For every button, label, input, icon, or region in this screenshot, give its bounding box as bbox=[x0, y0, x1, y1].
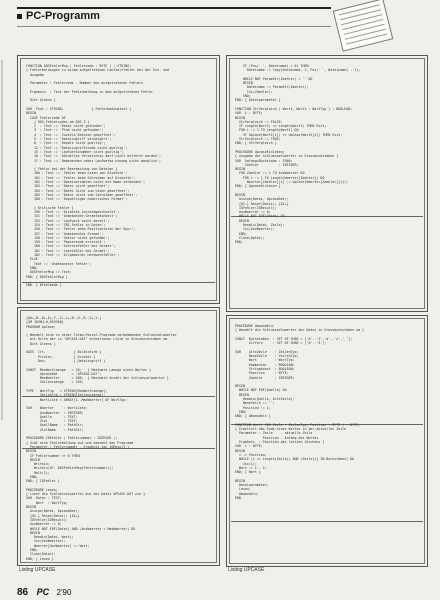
code-line: Umwandeln; bbox=[235, 491, 259, 496]
magazine-name: PC bbox=[36, 587, 50, 597]
code-line: Text := 'Unbekannter Fehler'; bbox=[26, 261, 92, 266]
code-line: Dateiname := Copy(Dateiname, 1, Pos(' ', Dateiname) - 1); bbox=[235, 68, 361, 73]
code-line: IF Fehlernummer <> 0 THEN bbox=[26, 453, 80, 458]
code-line: BEGIN bbox=[235, 392, 249, 397]
page-number: 86 bbox=[17, 587, 29, 598]
code-line: FUNCTION DOSFehlerMsg ( Fehlercode : BYTE ) : STRING; bbox=[26, 64, 132, 68]
code-line: Kommentar : BOOLEAN; bbox=[235, 362, 295, 367]
code-line: Assign(Datei, UpcaseDat); bbox=[26, 509, 80, 514]
code-line: FOR Zaehler := 1 TO AnzWoerter DO bbox=[235, 171, 305, 176]
code-line: BEGIN bbox=[235, 115, 245, 120]
code-line: 160 : Text := 'Schreibfehler bei Geraet'; bbox=[26, 244, 116, 249]
listing-frame-right-top bbox=[226, 55, 428, 312]
code-line: 104 : Text := 'Datei nicht zum Lesen geoeffnet'; bbox=[26, 188, 130, 193]
code-line: 151 : Text := 'Unbekannte Geraeteeinheit'; bbox=[26, 214, 118, 219]
page-footer bbox=[17, 582, 71, 600]
code-line: 154 : Text := 'CRC-Fehler in Daten'; bbox=[26, 222, 106, 227]
code-line: Woerter[Zaehler][i] := UpCase(Woerter[Zaehler][i]); bbox=[235, 180, 349, 185]
code-line: FOR i := 1 TO Length(Wort1) DO bbox=[235, 128, 299, 133]
code-line: NeueZeile : ZeilenTyp; bbox=[235, 354, 299, 359]
code-line: 105 : Text := 'Datei nicht zum Schreiben geoeffnet'; bbox=[26, 192, 138, 197]
code-line: IF (Pos(' ', Dateiname) > 0) THEN bbox=[235, 64, 309, 68]
code-line: { Ausgabe der Schluesselwoerter in Grossbuchstaben } bbox=[235, 154, 339, 159]
code-line: IF UpCase(Wort1[i]) <> UpCase(Wort2[i]) THEN Exit; bbox=[235, 132, 343, 137]
code-line: END; bbox=[235, 409, 247, 414]
code-line: WortListe = ARRAY[1..MaxWoerter] OF WortTyp; bbox=[26, 397, 128, 402]
code-line: 6 : Text := 'Handle nicht gueltig'; bbox=[26, 141, 106, 146]
code-line: ZeilenTyp = STRING[ZeilenLaenge]; bbox=[26, 393, 106, 398]
code-line: 158 : Text := 'Sektor nicht gefunden'; bbox=[26, 235, 110, 240]
code-line: ReadLn(Quelle, AlteZeile); bbox=[235, 397, 295, 402]
code-line: Parameter : Fehlercode - Nummer des aufgetretenen Fehlers bbox=[26, 81, 144, 86]
code-line: Zaehler : INTEGER; bbox=[235, 375, 295, 380]
code-line: Inc(i); bbox=[235, 461, 257, 466]
code-line: END; { Dateiparameter } bbox=[235, 98, 281, 103]
code-line: BEGIN bbox=[26, 530, 40, 535]
code-line: USES Crt, { Bildschirm } bbox=[26, 350, 102, 355]
code-line: ReadLn(Datei, Wort); bbox=[26, 535, 74, 540]
code-line: Stringkonst : BOOLEAN; bbox=[235, 366, 295, 371]
code-line: END; bbox=[235, 94, 251, 99]
code-line: BEGIN bbox=[26, 111, 36, 116]
code-line: END; { Wort } bbox=[235, 470, 261, 475]
code-line: Parameter : Zeile - aktuelle Zeile bbox=[235, 431, 313, 436]
code-line: 152 : Text := 'Laufwerk nicht bereit'; bbox=[26, 218, 110, 223]
code-line: AnzWoerter : INTEGER; bbox=[26, 410, 84, 415]
code-line: FUNCTION Wort( VAR Zeile : ZeilenTyp; Position : BYTE ) : BYTE; bbox=[235, 422, 361, 427]
code-line: VAR AnfangsBuchstabe : CHAR; bbox=[235, 158, 293, 163]
code-line: { Wandelt eine in einer Turbo-Pascal-Programm vorkommenden Schluesselwoerter bbox=[26, 333, 177, 338]
code-line: FOR i := 1 TO Length(Woerter[Zaehler]) DO bbox=[235, 175, 325, 180]
code-line: END; bbox=[235, 231, 247, 236]
code-line: PROCEDURE UpcaseEinlesen; bbox=[235, 149, 285, 154]
code-line: 100 : Text := 'Fehler beim Lesen von Diskette'; bbox=[26, 171, 128, 176]
code-line: {$A+,B-,D+,E+,F-,I+,L+,N-,O-,R-,S+,V-} bbox=[26, 316, 102, 320]
code-line: IOFehler(IOResult); bbox=[26, 517, 68, 522]
code-line: CONST MaxWortLaenge = 20; { Maximale Laenge eines Wortes } bbox=[26, 367, 152, 372]
code-line: END; { Lesen } bbox=[26, 556, 54, 561]
listing-thumbnail-icon bbox=[333, 0, 394, 52]
code-line: BEGIN bbox=[26, 457, 40, 462]
code-line: 4 : Text := 'Zuviele Dateien geoeffnet'; bbox=[26, 132, 116, 137]
header-title-text: PC-Programm bbox=[26, 10, 100, 22]
listing-frame-right-bottom bbox=[226, 315, 428, 567]
code-line: Position := 1; bbox=[235, 405, 271, 410]
header-rule bbox=[17, 7, 331, 9]
code-line: { Fehlermeldungen zu einem aufgetretenen Laufzeitfehler bei der Ein- und bbox=[26, 68, 169, 73]
code-line: {$I-} Reset(Datei); {$I+} bbox=[235, 201, 289, 206]
code-line: BEGIN bbox=[235, 167, 245, 172]
code-line: Ergebnis : Text der Fehlermeldung zu dem aufgetretenen Fehler bbox=[26, 89, 154, 94]
code-line: Lesen; bbox=[235, 487, 251, 492]
code-line: UpcaseDat = 'UPCASE.DAT'; bbox=[26, 371, 102, 376]
code-line: Ergebnis : Position des letzten Zeichens } bbox=[235, 440, 325, 445]
code-line: 162 : Text := 'Allgemeiner Hardwarefehler'; bbox=[26, 253, 120, 258]
code-line: ZeilenLaenge = 255; bbox=[26, 380, 84, 385]
code-line: VAR Woerter : WortListe; bbox=[26, 406, 88, 411]
code-line: Wort : WortTyp; bbox=[235, 358, 295, 363]
code-line: 150 : Text := 'Diskette schreibgeschuetzt'; bbox=[26, 210, 120, 215]
code-line: BEGIN bbox=[235, 218, 249, 223]
code-line: VAR Text : STRING; { Fehlerbedingtext } bbox=[26, 106, 132, 111]
code-line: { Gibt eine Fehlermeldung aus und beendet das Programm bbox=[26, 440, 134, 445]
code-line: Ziel : TEXT; bbox=[26, 419, 78, 424]
code-line: END. { #Fehlmode } bbox=[26, 283, 62, 288]
code-line: Dos; { Dateizugriff } bbox=[26, 358, 106, 363]
code-line: 17 : Text := 'Umbenennen ueber Laufwerke hinweg nicht moeglich'; bbox=[26, 158, 161, 163]
listing-frame-left-bottom bbox=[17, 307, 220, 566]
code-line: Close(Datei); bbox=[26, 552, 56, 557]
code-line: 16 : Text := 'Aktuelles Verzeichnis darf nicht entfernt werden'; bbox=[26, 154, 161, 159]
code-line: ELSE bbox=[26, 257, 38, 262]
listing-caption-left: Listing UPCASE bbox=[19, 567, 56, 573]
code-line: PROCEDURE Lesen; bbox=[26, 487, 58, 492]
code-line: BEGIN bbox=[26, 505, 36, 510]
code-line: ReadLn(Datei, Zeile); bbox=[235, 222, 285, 227]
code-line: 2 : Text := 'Datei nicht gefunden'; bbox=[26, 124, 106, 129]
code-line: i := Position; bbox=[235, 452, 267, 457]
code-listing-right-bottom bbox=[235, 324, 421, 562]
code-line: { Fehler bei der Bearbeitung von Dateien } bbox=[26, 167, 118, 172]
code-line: MaxWoerter = 300; { Maximale Anzahl der Schluesselwoerter } bbox=[26, 376, 169, 381]
code-line: 12 : Text := 'Dateizugriffscode nicht gueltig'; bbox=[26, 145, 128, 150]
code-line: 159 : Text := 'Papierende erreicht'; bbox=[26, 240, 106, 245]
code-line: WriteLn; bbox=[26, 462, 50, 467]
code-line: 5 : Text := 'Dateizugriff verweigert'; bbox=[26, 137, 112, 142]
code-line: END; { DOSFehlerMsg } bbox=[26, 274, 68, 279]
code-line: BEGIN bbox=[26, 449, 36, 454]
code-line: END; { IOFehler } bbox=[26, 479, 60, 484]
code-line: Woerter[AnzWoerter] := Wort; bbox=[26, 543, 90, 548]
code-line: { Kritische Fehler } bbox=[26, 205, 74, 210]
code-line: PROCEDURE IOFehler ( Fehlernummer : INTEGER ); bbox=[26, 436, 118, 441]
code-line: END; { StrVergleich } bbox=[235, 141, 277, 146]
code-line: Position - Anfang des Wortes bbox=[235, 435, 319, 440]
header-square-icon bbox=[17, 14, 22, 19]
code-line: END; { Umwandeln } bbox=[235, 414, 271, 419]
code-line: Dateiparameter; bbox=[235, 482, 269, 487]
code-line: END; bbox=[26, 548, 38, 553]
code-line: WHILE NOT EOF(Quelle) DO bbox=[235, 388, 287, 393]
code-line: Ditt Aleenx } bbox=[26, 98, 56, 103]
code-line: Parameter : Fehlernummer - Ergebnis von IOResult } bbox=[26, 444, 130, 449]
code-line: Halt(1); bbox=[26, 470, 50, 475]
code-line: StrVergleich := FALSE; bbox=[235, 119, 283, 124]
page-edge-shadow bbox=[1, 60, 3, 420]
code-line: QuellName : PathStr; bbox=[26, 423, 84, 428]
code-line: Dateiname := ParamStr(Zaehler); bbox=[235, 85, 309, 90]
code-line: { DOS-Fehlercodes ab DOS 3 } bbox=[26, 119, 90, 124]
code-line: Wort := i - 1; bbox=[235, 465, 267, 470]
code-line: Close(Datei); bbox=[235, 235, 265, 240]
code-line: 3 : Text := 'Pfad nicht gefunden'; bbox=[26, 128, 104, 133]
code-line: 102 : Text := 'Dateivariablen nicht mit Name verbunden'; bbox=[26, 180, 146, 185]
code-line: {$I-} Reset(Datei); {$I+} bbox=[26, 513, 80, 518]
code-line: 103 : Text := 'Datei nicht geoeffnet'; bbox=[26, 184, 110, 189]
code-line: DOSFehlerMsg := Text; bbox=[26, 270, 72, 275]
code-line: mit Hilfe der in "UPCASE.DAT" enthaltenen Liste in Grossbuchstaben um. bbox=[26, 337, 169, 342]
code-line: AnzWoerter := 0; bbox=[26, 522, 62, 527]
code-line: Printer, { Drucker } bbox=[26, 354, 96, 359]
code-line: WHILE (i <= Length(Zeile)) AND (Zeile[i] IN Buchstaben) DO bbox=[235, 457, 355, 462]
code-line: CONST Buchstaben : SET OF CHAR = ['A'..'Z','a'..'z','_']; bbox=[235, 336, 353, 341]
code-line: BEGIN bbox=[235, 478, 245, 483]
code-line: WHILE NOT EOF(Datei) AND (AnzWoerter < MaxWoerter) DO bbox=[26, 526, 136, 531]
code-line: PROCEDURE Umwandeln; bbox=[235, 324, 275, 328]
code-line: Wort : WortTyp; bbox=[26, 500, 68, 505]
code-line: TYPE WortTyp = STRING[MaxWortLaenge]; bbox=[26, 389, 108, 394]
code-line: { Wandelt die Schluesselwoerter der Datei in Grossbuchstaben um } bbox=[235, 328, 365, 333]
code-line: WHILE NOT ParamStr(Zaehler) = '' DO bbox=[235, 76, 313, 81]
listing-caption-right: Listing UPCASE bbox=[228, 567, 265, 573]
code-line: Assign(Datei, UpcaseDat); bbox=[235, 197, 289, 202]
code-listing-right-top bbox=[235, 64, 421, 307]
code-line: Zaehler : INTEGER; bbox=[235, 162, 299, 167]
code-line: 15 : Text := 'Laufwerksnummer nicht gueltig'; bbox=[26, 149, 124, 154]
code-line: END; bbox=[26, 474, 38, 479]
code-line: END; bbox=[26, 265, 38, 270]
code-line: { Liest die Schluesselwoerter aus der Datei UPCASE.DAT ein } bbox=[26, 492, 146, 497]
code-line: FUNCTION StrVergleich ( Wort1, Wort2 : WortTyp ) : BOOLEAN; bbox=[235, 106, 353, 111]
code-line: 161 : Text := 'Lesefehler bei Geraet'; bbox=[26, 248, 110, 253]
code-line: CASE Fehlercode OF bbox=[26, 115, 66, 120]
code-line: Quelle : TEXT; bbox=[26, 414, 78, 419]
code-line: Ziffern : SET OF CHAR = ['0'..'9']; bbox=[235, 341, 327, 346]
code-line: Ausgabe bbox=[26, 72, 44, 77]
code-line: WriteLn(#7, DOSFehlerMsg(Fehlernummer)); bbox=[26, 466, 114, 471]
code-line: Inc(AnzWoerter); bbox=[26, 539, 66, 544]
code-line: END. bbox=[235, 495, 243, 500]
code-line: Inc(Zaehler); bbox=[235, 89, 273, 94]
code-line: 101 : Text := 'Fehler beim Schreiben auf Diskette'; bbox=[26, 175, 136, 180]
header-underline bbox=[17, 26, 331, 27]
code-line: END; { UpcaseEinlesen } bbox=[235, 184, 281, 189]
listing-frame-left-top bbox=[17, 55, 220, 304]
code-line: END; bbox=[235, 240, 243, 245]
code-line: 106 : Text := 'Ungueltiges numerisches Format'; bbox=[26, 197, 128, 202]
code-listing-left-top bbox=[26, 64, 213, 299]
code-line: BEGIN bbox=[235, 192, 245, 197]
code-line: BEGIN bbox=[235, 384, 245, 389]
code-line: VAR AlteZeile : ZeilenTyp; bbox=[235, 349, 299, 354]
code-line: Inc(AnzWoerter); bbox=[235, 227, 275, 232]
code-line: Ditt Aleenx } bbox=[26, 341, 56, 346]
page-header bbox=[17, 10, 100, 22]
code-line: NeueZeile := ''; bbox=[235, 401, 275, 406]
code-line: { Ermittelt das Ende eines Wortes in der aktuellen Zeile bbox=[235, 427, 347, 432]
code-line: BEGIN bbox=[235, 81, 253, 86]
code-line: AnzWoerter := 0; bbox=[235, 210, 271, 215]
code-line: StrVergleich := TRUE; bbox=[235, 137, 281, 142]
code-line: Position : BYTE; bbox=[235, 371, 289, 376]
code-line: 157 : Text := 'Unbekanntes Format'; bbox=[26, 231, 104, 236]
code-line: VAR i : BYTE; bbox=[235, 444, 263, 449]
code-line: IF Length(Wort1) <> Length(Wort2) THEN Exit; bbox=[235, 124, 327, 129]
code-line: PROGRAM UpCase; bbox=[26, 324, 56, 329]
code-listing-left-bottom bbox=[26, 316, 213, 561]
code-line: VAR i : BYTE; bbox=[235, 111, 263, 116]
code-line: VAR Datei : TEXT; bbox=[26, 496, 62, 501]
code-line: BEGIN bbox=[235, 448, 245, 453]
code-line: IOFehler(IOResult); bbox=[235, 205, 277, 210]
code-line: 156 : Text := 'Fehler beim Positionieren der Spur'; bbox=[26, 227, 136, 232]
code-line: WHILE NOT EOF(Datei) DO bbox=[235, 214, 285, 219]
code-line: ZielName : PathStr; bbox=[26, 427, 84, 432]
code-line: {$M 16384,0,655360} bbox=[26, 320, 64, 325]
magazine-issue: 2'90 bbox=[56, 588, 72, 597]
